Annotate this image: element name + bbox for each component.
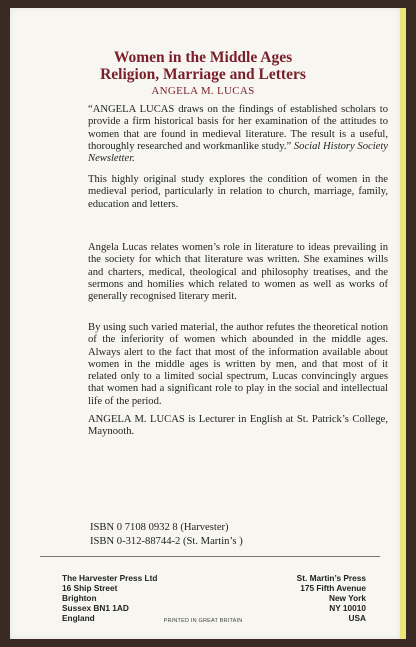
publisher-us-address	[297, 573, 366, 623]
book-subtitle: Religion, Marriage and Letters	[100, 66, 306, 83]
blurb-paragraph-2: Angela Lucas relates women’s role in literature to ideas prevailing in the society for which that literature was written. She examines wills and charters, medical, theological and philosophy treatises, and the sermons and homilies which related to women as well as works of generally recognised literary merit.	[88, 242, 388, 303]
author-bio: ANGELA M. LUCAS is Lecturer in English at St. Patrick’s College, Maynooth.	[88, 414, 388, 438]
book-title: Women in the Middle Ages	[113, 49, 293, 66]
address-line: USA	[348, 613, 366, 623]
address-line: Brighton	[62, 593, 97, 603]
address-line: England	[62, 613, 95, 623]
address-line: NY 10010	[329, 603, 366, 613]
address-line: New York	[328, 593, 366, 603]
address-line: 175 Fifth Avenue	[300, 583, 366, 593]
back-cover	[10, 8, 406, 639]
address-line: St. Martin’s Press	[296, 573, 366, 583]
isbn-st-martins: ISBN 0-312-88744-2 (St. Martin’s )	[90, 536, 243, 547]
author-name: ANGELA M. LUCAS	[151, 85, 255, 97]
isbn-harvester: ISBN 0 7108 0932 8 (Harvester)	[90, 522, 229, 533]
publisher-uk-address	[62, 573, 157, 623]
address-line: Sussex BN1 1AD	[62, 603, 129, 613]
quote-text: “ANGELA LUCAS draws on the findings of established scholars to provide a firm historical basis for her examination of the attitudes to women that are found in medieval literature. The result is a useful, thoroughly researched and workmanlike study.”	[88, 104, 388, 152]
address-line: The Harvester Press Ltd	[62, 573, 158, 583]
review-quote	[88, 104, 388, 165]
quote-source: Social History Society Newsletter.	[88, 140, 388, 165]
divider-rule	[40, 556, 380, 557]
blurb-paragraph-3: By using such varied material, the author refutes the theoretical notion of the inferiority of women which abounded in the middle ages. Always alert to the fact that most of the information available about women in the middle ages is written by men, and that most of it related only to a limited social spectrum, Lucas convincingly argues that women had a significant role to play in the social and intellectual life of the period.	[88, 322, 388, 407]
address-line: 16 Ship Street	[62, 583, 118, 593]
blurb-paragraph-1: This highly original study explores the condition of women in the medieval period, particularly in relation to church, marriage, family, education and letters.	[88, 174, 388, 210]
printed-in-notice: PRINTED IN GREAT BRITAIN	[163, 618, 243, 624]
